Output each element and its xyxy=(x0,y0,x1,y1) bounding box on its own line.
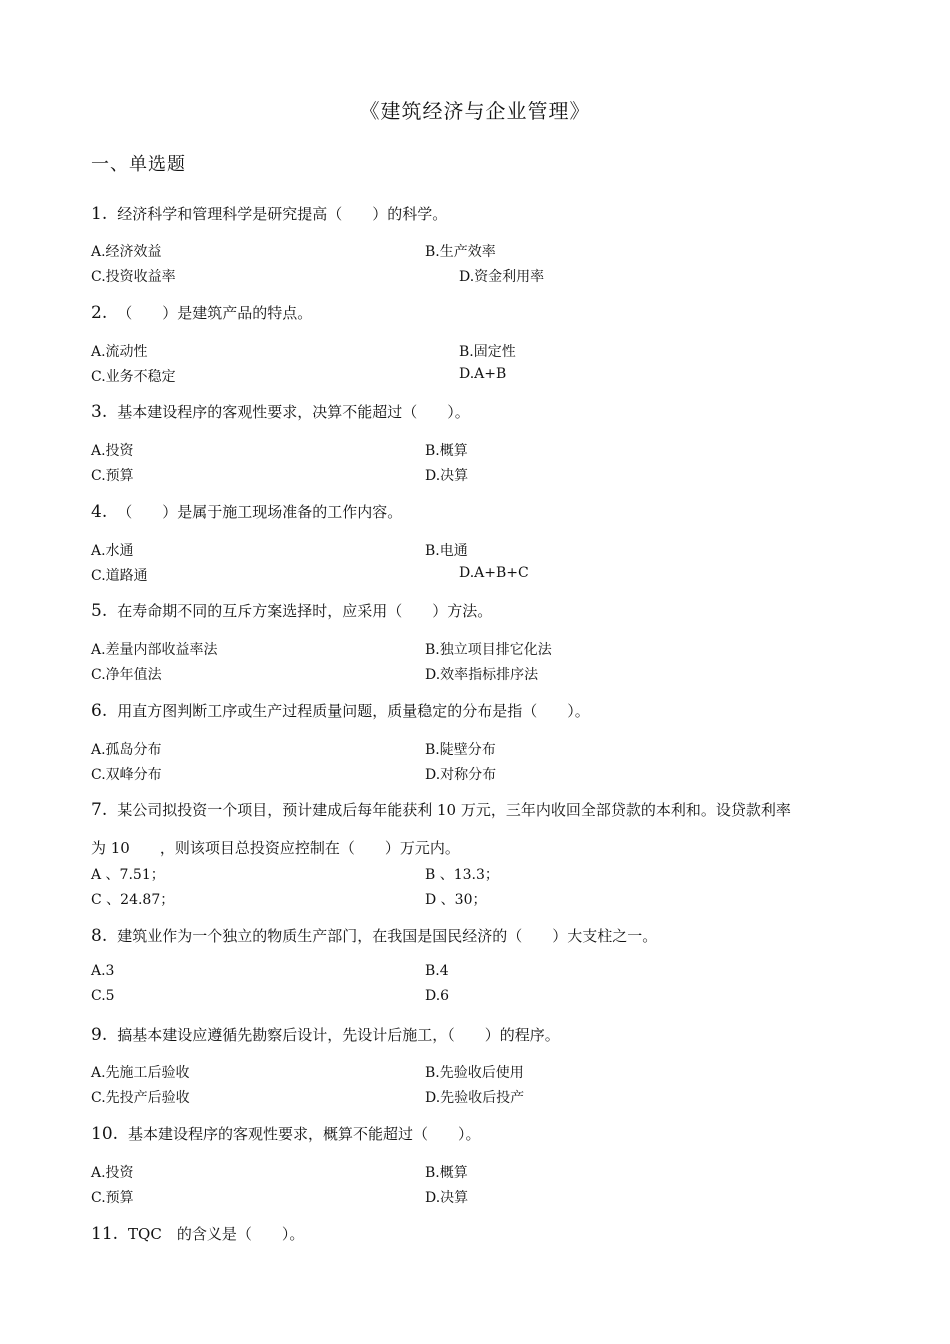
option-c: C.先投产后验收 xyxy=(91,1090,190,1106)
page-title: 《建筑经济与企业管理》 xyxy=(359,99,591,123)
option-b: B.电通 xyxy=(425,543,468,559)
option-b: B.概算 xyxy=(425,1165,468,1181)
option-d: D 、30； xyxy=(425,892,487,908)
question-10-stem xyxy=(91,1123,481,1144)
question-text: TQC 的含义是（ ）。 xyxy=(128,1225,305,1243)
option-a: A.水通 xyxy=(91,543,134,559)
question-1-stem xyxy=(91,203,447,224)
option-b: B.先验收后使用 xyxy=(425,1065,524,1081)
option-a: A.投资 xyxy=(91,1165,134,1181)
question-text: 某公司拟投资一个项目，预计建成后每年能获利 10 万元，三年内收回全部贷款的本利和。设贷款利率 xyxy=(117,801,791,819)
question-number: 9. xyxy=(91,1025,108,1045)
option-a: A.经济效益 xyxy=(91,244,162,260)
question-text: 用直方图判断工序或生产过程质量问题，质量稳定的分布是指（ ）。 xyxy=(117,702,590,720)
question-number: 7. xyxy=(91,800,108,820)
question-number: 2. xyxy=(91,303,108,323)
section-heading: 一、单选题 xyxy=(91,154,186,175)
option-a: A 、7.51； xyxy=(91,867,165,883)
question-text: 基本建设程序的客观性要求，概算不能超过（ ）。 xyxy=(128,1125,481,1143)
option-a: A.先施工后验收 xyxy=(91,1065,190,1081)
question-8-stem xyxy=(91,925,657,946)
question-number: 8. xyxy=(91,926,108,946)
option-d: D.6 xyxy=(425,988,450,1004)
question-3-stem xyxy=(91,401,470,422)
question-text: （ ）是属于施工现场准备的工作内容。 xyxy=(117,503,403,521)
question-5-stem xyxy=(91,600,492,621)
question-text: 搞基本建设应遵循先勘察后设计，先设计后施工，（ ）的程序。 xyxy=(117,1026,560,1044)
option-a: A.孤岛分布 xyxy=(91,742,162,758)
option-b: B 、13.3； xyxy=(425,867,499,883)
question-text: （ ）是建筑产品的特点。 xyxy=(117,304,313,322)
option-d: D.决算 xyxy=(425,468,469,484)
question-number: 4. xyxy=(91,502,108,522)
option-d: D.A+B+C xyxy=(459,565,529,581)
option-a: A.投资 xyxy=(91,443,134,459)
option-d: D.决算 xyxy=(425,1190,469,1206)
option-a: A.流动性 xyxy=(91,344,148,360)
question-text: 建筑业作为一个独立的物质生产部门，在我国是国民经济的（ ）大支柱之一。 xyxy=(117,927,658,945)
question-number: 5. xyxy=(91,601,108,621)
option-b: B.独立项目排它化法 xyxy=(425,642,552,658)
option-d: D.效率指标排序法 xyxy=(425,667,539,683)
question-number: 3. xyxy=(91,402,108,422)
option-c: C.业务不稳定 xyxy=(91,369,176,385)
question-11-stem xyxy=(91,1223,304,1244)
option-b: B.固定性 xyxy=(459,344,516,360)
option-a: A.差量内部收益率法 xyxy=(91,642,218,658)
option-c: C.投资收益率 xyxy=(91,269,176,285)
option-c: C.预算 xyxy=(91,468,134,484)
option-b: B.陡壁分布 xyxy=(425,742,496,758)
option-c: C.预算 xyxy=(91,1190,134,1206)
option-b: B.概算 xyxy=(425,443,468,459)
question-7-stem xyxy=(91,799,791,820)
question-number: 6. xyxy=(91,701,108,721)
question-number: 11. xyxy=(91,1224,119,1244)
option-d: D.A+B xyxy=(459,366,507,382)
question-number: 1. xyxy=(91,204,108,224)
question-2-stem xyxy=(91,302,312,323)
option-b: B.4 xyxy=(425,963,449,979)
question-text: 基本建设程序的客观性要求，决算不能超过（ ）。 xyxy=(117,403,470,421)
option-c: C.道路通 xyxy=(91,568,148,584)
option-c: C.双峰分布 xyxy=(91,767,162,783)
question-text: 在寿命期不同的互斥方案选择时，应采用（ ）方法。 xyxy=(117,602,493,620)
option-c: C.5 xyxy=(91,988,115,1004)
question-text: 经济科学和管理科学是研究提高（ ）的科学。 xyxy=(117,205,448,223)
question-number: 10. xyxy=(91,1124,119,1144)
option-b: B.生产效率 xyxy=(425,244,496,260)
option-c: C.净年值法 xyxy=(91,667,162,683)
option-d: D.对称分布 xyxy=(425,767,497,783)
option-d: D.资金利用率 xyxy=(459,269,545,285)
option-a: A.3 xyxy=(91,963,115,979)
option-d: D.先验收后投产 xyxy=(425,1090,525,1106)
question-7-continuation: 为 10 ，则该项目总投资应控制在（ ）万元内。 xyxy=(91,839,460,857)
question-6-stem xyxy=(91,700,590,721)
question-9-stem xyxy=(91,1024,560,1045)
question-4-stem xyxy=(91,501,402,522)
option-c: C 、24.87； xyxy=(91,892,175,908)
